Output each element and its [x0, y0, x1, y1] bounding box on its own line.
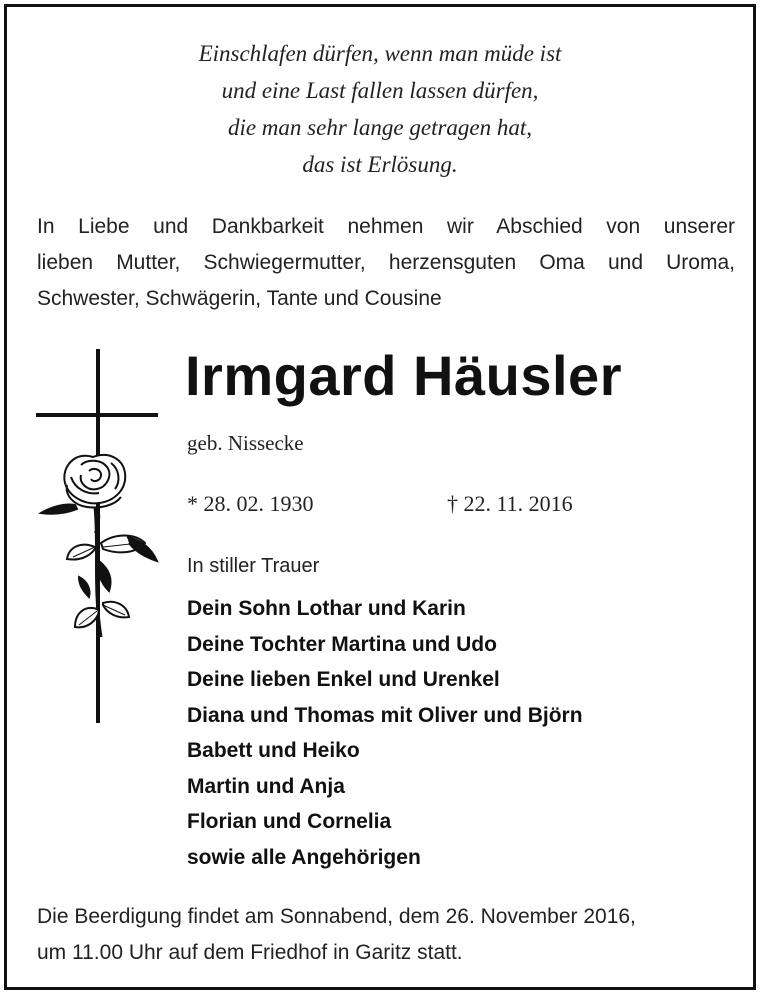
- mourner-entry: Deine lieben Enkel und Urenkel: [187, 668, 500, 691]
- mourner-entry: Martin und Anja: [187, 774, 345, 798]
- cross-with-rose: [35, 347, 165, 727]
- mourner-entry: Diana und Thomas mit Oliver und Björn: [187, 703, 583, 727]
- funeral-line: um 11.00 Uhr auf dem Friedhof in Garitz statt.: [37, 941, 463, 964]
- funeral-line: Die Beerdigung findet am Sonnabend, dem 26. November 2016,: [37, 905, 636, 928]
- intro-line: Schwester, Schwägerin, Tante und Cousine: [37, 287, 442, 310]
- mourner-entry: Florian und Cornelia: [187, 810, 392, 833]
- funeral-notice: [37, 899, 737, 971]
- mourner-entry: Babett und Heiko: [187, 739, 360, 762]
- intro-line: lieben Mutter, Schwiegermutter, herzensguten Oma und Uroma,: [37, 251, 735, 274]
- poem-line: das ist Erlösung.: [302, 152, 458, 177]
- maiden-name: geb. Nissecke: [187, 431, 304, 455]
- poem-line: Einschlafen dürfen, wenn man müde ist: [198, 41, 562, 66]
- mourner-entry: Dein Sohn Lothar und Karin: [187, 597, 466, 620]
- poem-line: die man sehr lange getragen hat,: [227, 115, 533, 140]
- mourner-entry: Deine Tochter Martina und Udo: [187, 632, 497, 656]
- poem: [7, 35, 753, 183]
- deceased-name: Irmgard Häusler: [185, 344, 622, 407]
- mourning-label: In stiller Trauer: [187, 555, 320, 577]
- mourner-entry: sowie alle Angehörigen: [187, 845, 421, 869]
- obituary-frame: [4, 4, 756, 990]
- death-date: † 22. 11. 2016: [447, 491, 573, 516]
- birth-date: * 28. 02. 1930: [187, 491, 314, 516]
- mourners-list: [187, 591, 583, 875]
- intro-text: [37, 209, 735, 317]
- poem-line: und eine Last fallen lassen dürfen,: [221, 78, 539, 103]
- intro-line: In Liebe und Dankbarkeit nehmen wir Abschied von unserer: [37, 215, 735, 238]
